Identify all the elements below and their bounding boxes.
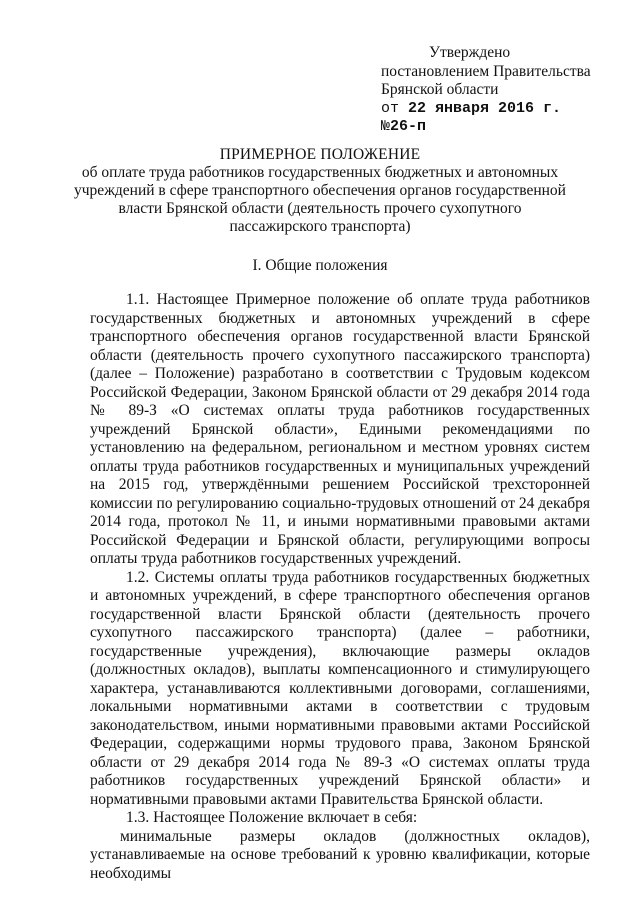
- title-line-3: власти Брянской области (деятельность прочего сухопутного: [118, 200, 522, 217]
- title-line-2: учреждений в сфере транспортного обеспечения органов государственной: [74, 182, 566, 199]
- paragraph-1-3-item-1: минимальные размеры окладов (должностных окладов), устанавливаемые на основе требований к уровню квалификации, которые необходимы: [90, 827, 590, 882]
- title-line-4: пассажирского транспорта): [229, 218, 411, 235]
- approval-block: [381, 44, 621, 137]
- paragraph-1-1: 1.1. Настоящее Примерное положение об оплате труда работников государственных бюджетных и автономных учреждений в сфере транспортного обеспечения органов государственной власти Брянской области (деятельность прочего сухопутного пассажирского транспорта) (далее – Положение) разработано в соответствии с Трудовым кодексом Российской Федерации, Законом Брянской области от 29 декабря 2014 года № 89-З «О системах оплаты труда работников государственных учреждений Брянской области», Едиными рекомендациями по установлению на федеральном, региональном и местном уровнях систем оплаты труда работников государственных и муниципальных учреждений на 2015 год, утверждёнными решением Российской трехсторонней комиссии по регулированию социально-трудовых отношений от 24 декабря 2014 года, протокол № 11, и иными нормативными правовыми актами Российской Федерации и Брянской области, регулирующими вопросы оплаты труда работников государственных учреждений.: [90, 291, 590, 567]
- number-sign: №: [381, 118, 391, 135]
- paragraph-1-3: 1.3. Настоящее Положение включает в себя:: [126, 809, 418, 826]
- decree-number: 26-п: [390, 118, 427, 135]
- paragraph-1-2: 1.2. Системы оплаты труда работников государственных бюджетных и автономных учреждений, в сфере транспортного обеспечения органов государственной власти Брянской области (деятельность прочего сухопутного пассажирского транспорта) (далее – работники, государственные учреждения), включающие размеры окладов (должностных окладов), выплаты компенсационного и стимулирующего характера, устанавливаются коллективными договорами, соглашениями, локальными нормативными актами в соответствии с трудовым законодательством, иными нормативными правовыми актами Российской Федерации, содержащими нормы трудового права, Законом Брянской области от 29 декабря 2014 года № 89-З «О системах оплаты труда работников государственных учреждений Брянской области» и нормативными правовыми актами Правительства Брянской области.: [90, 568, 590, 808]
- date-prefix: от: [381, 99, 400, 117]
- approval-line-region: Брянской области: [381, 81, 499, 98]
- title-main: ПРИМЕРНОЕ ПОЛОЖЕНИЕ: [219, 146, 421, 163]
- approval-date-line: [381, 100, 621, 137]
- approval-line-decree: постановлением Правительства: [381, 62, 591, 80]
- section-heading: I. Общие положения: [252, 257, 388, 274]
- document-body: [90, 291, 590, 883]
- approval-line-approved: Утверждено: [429, 44, 511, 61]
- document-title: [40, 146, 600, 236]
- decree-date: 22 января 2016 г.: [408, 99, 562, 117]
- title-line-1: об оплате труда работников государственных бюджетных и автономных: [81, 164, 559, 181]
